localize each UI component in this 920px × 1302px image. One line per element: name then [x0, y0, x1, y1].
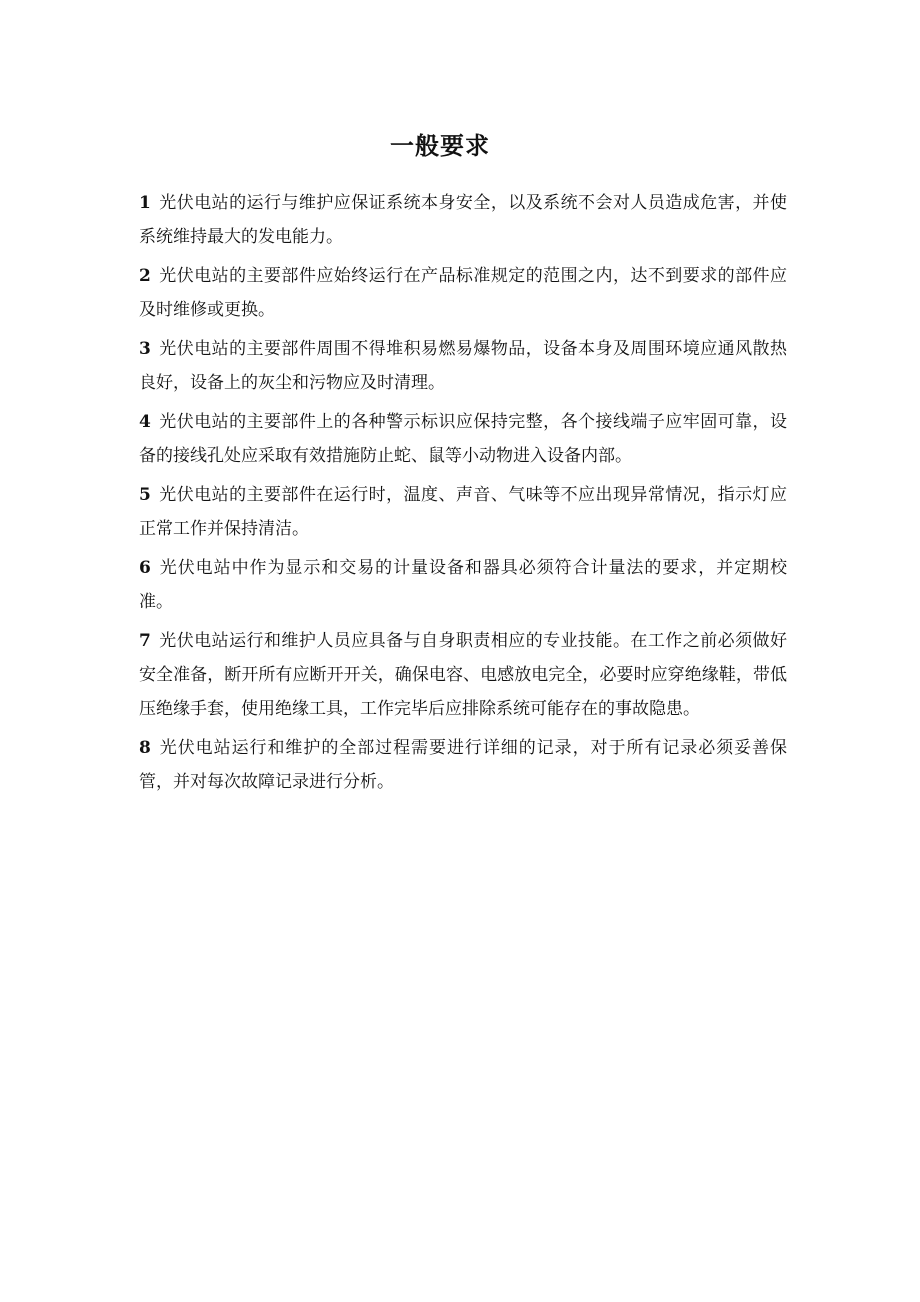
list-item: [139, 332, 787, 400]
list-item: [139, 186, 787, 254]
item-number: 8: [139, 738, 151, 758]
item-text: 光伏电站运行和维护的全部过程需要进行详细的记录，对于所有记录必须妥善保管，并对每次故障记录进行分析。: [139, 738, 787, 792]
item-text: 光伏电站的主要部件应始终运行在产品标准规定的范围之内，达不到要求的部件应及时维修或更换。: [139, 266, 787, 320]
item-number: 4: [139, 412, 151, 432]
item-number: 5: [139, 485, 151, 505]
requirements-list: [139, 186, 787, 804]
list-item: [139, 624, 787, 726]
list-item: [139, 478, 787, 546]
item-number: 2: [139, 266, 151, 286]
list-item: [139, 731, 787, 799]
list-item: [139, 259, 787, 327]
item-text: 光伏电站的主要部件周围不得堆积易燃易爆物品，设备本身及周围环境应通风散热良好，设备上的灰尘和污物应及时清理。: [139, 339, 787, 393]
item-number: 1: [139, 193, 151, 213]
item-text: 光伏电站运行和维护人员应具备与自身职责相应的专业技能。在工作之前必须做好安全准备，断开所有应断开开关，确保电容、电感放电完全，必要时应穿绝缘鞋，带低压绝缘手套，使用绝缘工具，工作完毕后应排除系统可能存在的事故隐患。: [139, 631, 787, 719]
list-item: [139, 551, 787, 619]
item-text: 光伏电站的主要部件在运行时，温度、声音、气味等不应出现异常情况，指示灯应正常工作并保持清洁。: [139, 485, 787, 539]
item-number: 3: [139, 339, 151, 359]
item-number: 7: [139, 631, 151, 651]
item-text: 光伏电站的运行与维护应保证系统本身安全，以及系统不会对人员造成危害，并使系统维持最大的发电能力。: [139, 193, 787, 247]
item-number: 6: [139, 558, 151, 578]
item-text: 光伏电站的主要部件上的各种警示标识应保持完整，各个接线端子应牢固可靠，设备的接线孔处应采取有效措施防止蛇、鼠等小动物进入设备内部。: [139, 412, 787, 466]
item-text: 光伏电站中作为显示和交易的计量设备和器具必须符合计量法的要求，并定期校准。: [139, 558, 787, 612]
page-title: 一般要求: [390, 131, 490, 160]
list-item: [139, 405, 787, 473]
